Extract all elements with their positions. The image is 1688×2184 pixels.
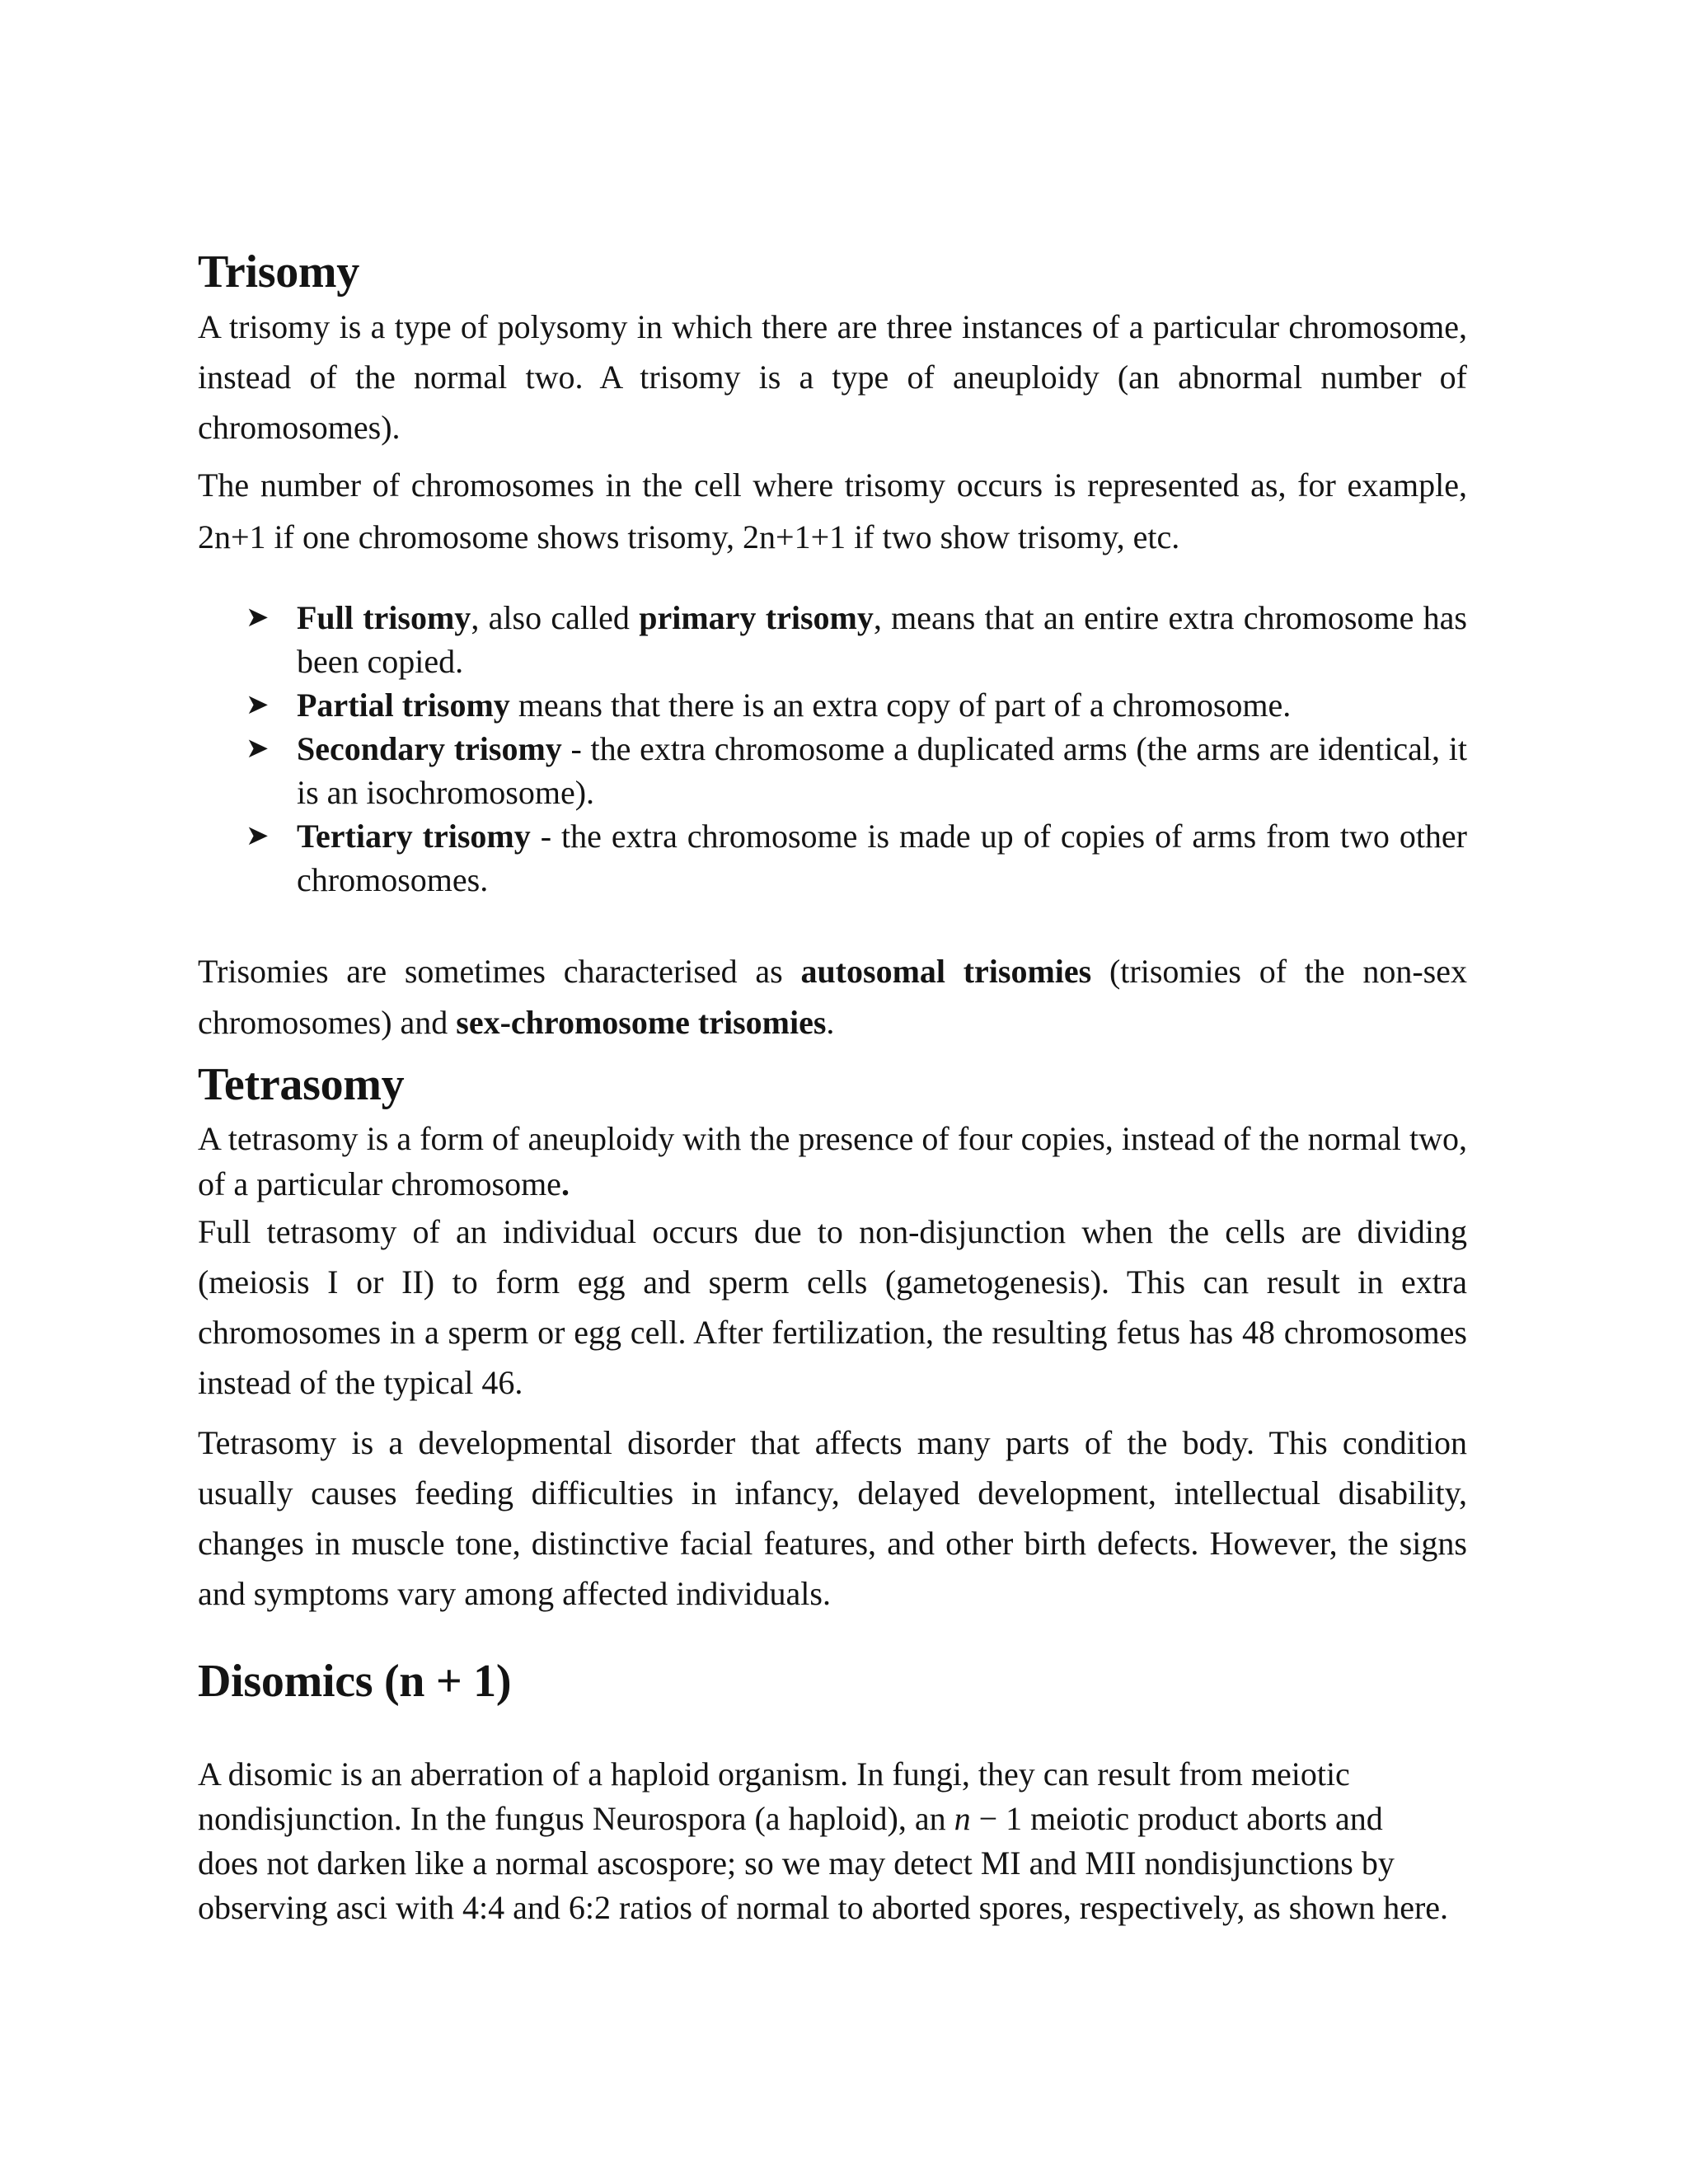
tetrasomy-heading: Tetrasomy (198, 1059, 405, 1110)
trisomy-heading: Trisomy (198, 246, 359, 298)
trisomy-para-1: A trisomy is a type of polysomy in which there are three instances of a particular chromosome, instead of the normal two. A trisomy is a type of aneuploidy (an abnormal number of chromosomes). (198, 308, 1467, 446)
arrowhead-bullet-icon: ➤ (246, 732, 270, 765)
list-item: ➤ Secondary trisomy - the extra chromosome a duplicated arms (the arms are identical, it is an isochromosome). (198, 727, 1467, 814)
trisomy-types-list (198, 596, 1467, 902)
arrowhead-bullet-icon: ➤ (246, 601, 270, 634)
tetrasomy-para-2: Full tetrasomy of an individual occurs due to non-disjunction when the cells are dividing (meiosis I or II) to form egg and sperm cells (gametogenesis). This can result in extra chromosomes in a sperm or egg cell. After fertilization, the resulting fetus has 48 chromosomes instead of the typical 46. (198, 1213, 1467, 1401)
list-item: ➤ Full trisomy, also called primary trisomy, means that an entire extra chromosome has been copied. (198, 596, 1467, 683)
disomics-heading: Disomics (n + 1) (198, 1656, 512, 1707)
disomics-para-1: A disomic is an aberration of a haploid organism. In fungi, they can result from meiotic nondisjunction. In the fungus Neurospora (a haploid), an n − 1 meiotic product aborts and does not darken like a normal ascospore; so we may detect MI and MII nondisjunctions by observing asci with 4:4 and 6:2 ratios of normal to aborted spores, respectively, as shown here. (198, 1755, 1449, 1926)
tetrasomy-para-3: Tetrasomy is a developmental disorder that affects many parts of the body. This condition usually causes feeding difficulties in infancy, delayed development, intellectual disability, changes in muscle tone, distinctive facial features, and other birth defects. However, the signs and symptoms vary among affected individuals. (198, 1424, 1467, 1612)
trisomy-para-2: The number of chromosomes in the cell where trisomy occurs is represented as, for example, 2n+1 if one chromosome shows trisomy, 2n+1+1 if two show trisomy, etc. (198, 466, 1467, 555)
arrowhead-bullet-icon: ➤ (246, 688, 270, 721)
arrowhead-bullet-icon: ➤ (246, 819, 270, 852)
list-item: ➤ Partial trisomy means that there is an extra copy of part of a chromosome. (198, 683, 1467, 727)
tetrasomy-para-1: A tetrasomy is a form of aneuploidy with the presence of four copies, instead of the normal two, of a particular chromosome. (198, 1120, 1467, 1202)
trisomy-para-3: Trisomies are sometimes characterised as autosomal trisomies (trisomies of the non-sex chromosomes) and sex-chromosome trisomies. (198, 953, 1467, 1041)
list-item: ➤ Tertiary trisomy - the extra chromosome is made up of copies of arms from two other chromosomes. (198, 814, 1467, 902)
